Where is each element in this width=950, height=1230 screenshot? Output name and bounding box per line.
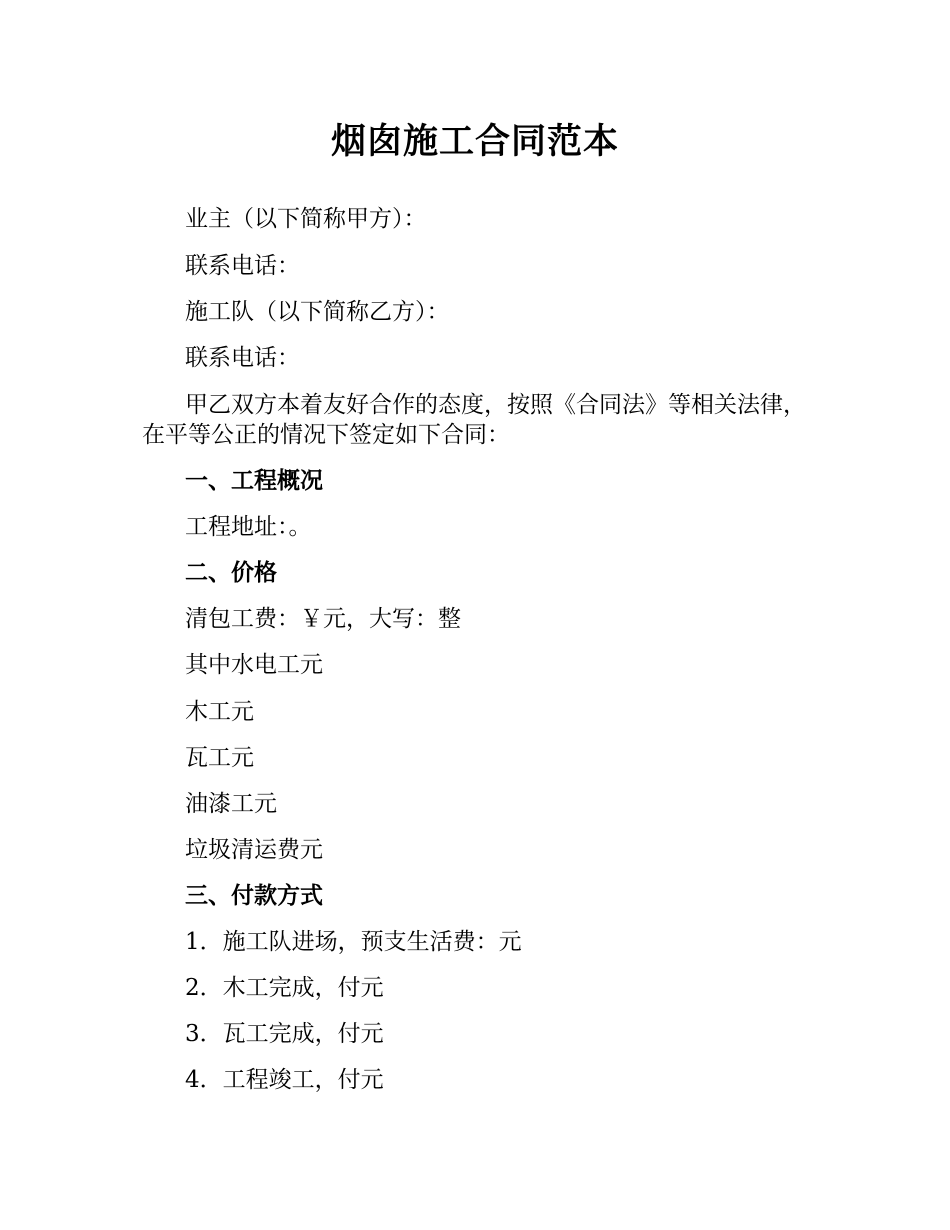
payment-item: 2．木工完成，付元 bbox=[185, 975, 384, 1001]
price-item: 垃圾清运费元 bbox=[185, 837, 323, 863]
payment-item: 1．施工队进场，预支生活费：元 bbox=[185, 929, 522, 955]
section-2-heading: 二、价格 bbox=[185, 560, 277, 586]
party-b-phone-line: 联系电话： bbox=[185, 345, 300, 371]
party-b-line: 施工队（以下简称乙方）： bbox=[185, 299, 450, 325]
price-item: 木工元 bbox=[185, 699, 254, 725]
document-title: 烟囱施工合同范本 bbox=[330, 122, 619, 162]
preamble-paragraph: 甲乙双方本着友好合作的态度，按照《合同法》等相关法律，在平等公正的情况下签定如下合同： bbox=[142, 392, 806, 448]
section-1-heading: 一、工程概况 bbox=[185, 468, 323, 494]
price-item: 清包工费：￥元，大写：整 bbox=[185, 606, 461, 632]
price-item: 其中水电工元 bbox=[185, 652, 323, 678]
price-item: 油漆工元 bbox=[185, 791, 277, 817]
section-3-heading: 三、付款方式 bbox=[185, 883, 323, 909]
party-a-phone-line: 联系电话： bbox=[185, 253, 300, 279]
project-address-line: 工程地址：。 bbox=[185, 514, 312, 540]
price-item: 瓦工元 bbox=[185, 745, 254, 771]
payment-item: 3．瓦工完成，付元 bbox=[185, 1021, 384, 1047]
payment-item: 4．工程竣工，付元 bbox=[185, 1067, 384, 1093]
party-a-line: 业主（以下简称甲方）： bbox=[185, 206, 427, 232]
